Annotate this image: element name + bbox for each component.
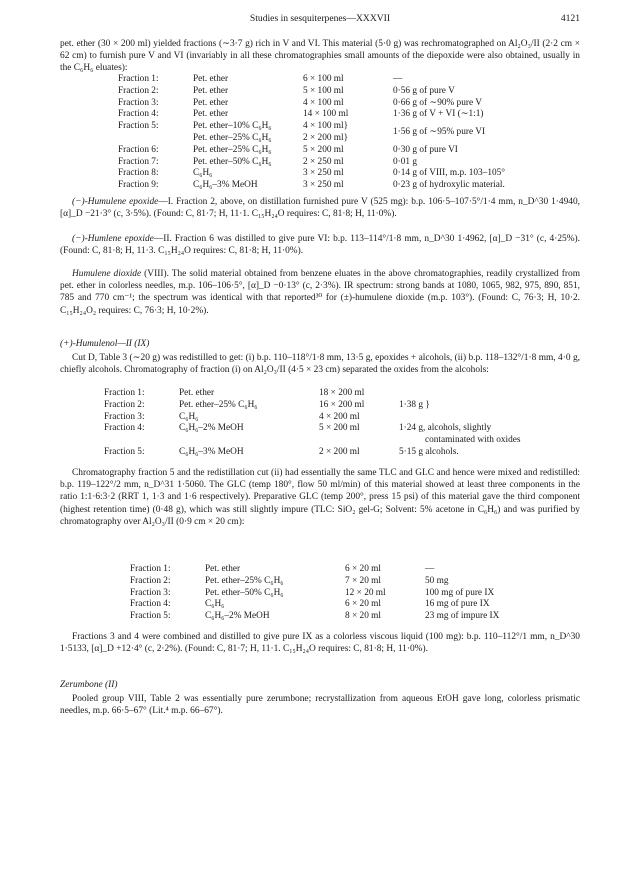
table-row: Fraction 5: C₆H₆–2% MeOH 8 × 20 ml 23 mg of impure IX [130,611,500,622]
table-row: Fraction 1: Pet. ether 6 × 100 ml — [118,74,403,84]
page-number: 4121 [560,13,580,24]
table-row: Pet. ether–25% C₆H₆ 2 × 200 ml} [193,132,349,143]
zerumbone-paragraph: Pooled group VIII, Table 2 was essentially pure zerumbone; recrystallization from aqueous EtOH gave long, colorless prismatic needles, m.p. 66·5–67° (Lit.⁴ m.p. 66–67°). [60,694,580,717]
table-row: Fraction 9: C₆H₆–3% MeOH 3 × 250 ml 0·23 g of hydroxylic material. [118,180,505,191]
table-row: Fraction 6: Pet. ether–25% C₆H₆ 5 × 200 ml 0·30 g of pure VI [118,144,458,155]
running-title: Studies in sesquiterpenes—XXXVII [249,13,391,24]
zerumbone-heading: Zerumbone (II) [60,680,118,690]
fraction-table-3 [130,564,565,623]
table-row: Fraction 4: C₆H₆–2% MeOH 5 × 200 ml 1·24 g, alcohols, slightly [104,423,492,434]
table-row: Fraction 3: Pet. ether–50% C₆H₆ 12 × 20 ml 100 mg of pure IX [130,587,495,598]
fractions-combined-paragraph: Fractions 3 and 4 were combined and distilled to give pure IX as a colorless viscous liquid (100 mg): b.p. 110–112°/1 mm, n_D^30 1·5133, [α]_D +12·4° (c, 2·2%). (Found: C, 81·7; H, 11·1. C₁₅H₂₄O requires: C, 81·8; H, 11·0%). [60,632,580,655]
table-row: contaminated with oxides [425,435,521,446]
chromatography-paragraph: Chromatography fraction 5 and the redistillation cut (ii) had essentially the same TLC and GLC and hence were mixed and redistilled: b.p. 119–122°/2 mm, n_D^31 1·5060. The GLC (temp 180°, flow 50 ml/min) of this material showed at least three components in the ratio 1:1·6:3·2 (RRT 1, 1·3 and 1·6 respectively). Preparative GLC (temp 200°, press 15 psi) of this material gave the third component (highest retention time) (0·48 g), which was still slightly impure (TLC: SiO₂ gel-G; Solvent: 5% acetone in C₆H₆) and was purified by chromatography over Al₂O₃/II (0·9 cm × 20 cm): [60,468,580,527]
table-row: Fraction 7: Pet. ether–50% C₆H₆ 2 × 250 ml 0·01 g [118,156,418,167]
humulene-dioxide-paragraph: Humulene dioxide (VIII). The solid material obtained from benzene eluates in the above chromatographies, readily crystallized from pet. ether in colorless needles, m.p. 106–106·5°, [α]_D −0·13° (c, 2·3%). IR spectrum: strong bands at 1080, 1065, 982, 975, 890, 851, 785 and 770 cm⁻¹; the spectrum was identical with that reported³⁰ for (±)-humulene dioxide (m.p. 103°). (Found: C, 76·3; H, 10·2. C₁₅H₂₄O₂ requires: C, 76·3; H, 10·2%). [60,269,580,316]
table-row: Fraction 8: C₆H₆ 3 × 250 ml 0·14 g of VIII, m.p. 103–105° [118,168,505,179]
table-row: Fraction 2: Pet. ether 5 × 100 ml 0·56 g of pure V [118,85,455,96]
humulene-epoxide-2-paragraph: (−)-Humlene epoxide—II. Fraction 6 was distilled to give pure VI: b.p. 113–114°/1·8 mm, n_D^30 1·4962, [α]_D −31° (c, 4·25%). (Found: C, 81·8; H, 11·3. C₁₅H₂₄O requires: C, 81·8; H, 11·0%). [60,234,581,257]
humulenol-paragraph: Cut D, Table 3 (∼20 g) was redistilled to get: (i) b.p. 110–118°/1·8 mm, 13·5 g, epoxides + alcohols, (ii) b.p. 118–132°/1·8 mm, 4·0 g, chiefly alcohols. Chromatography of fraction (i) on Al₂O₃/II (4·5 × 23 cm) separated the oxides from the alcohols: [60,353,580,376]
table-row: Fraction 5: Pet. ether–10% C₆H₆ 4 × 100 ml} 1·56 g of ∼95% pure VI [118,121,486,138]
humulenol-heading: (+)-Humulenol—II (IX) [60,339,150,349]
fraction-table-1 [118,74,543,192]
humulene-epoxide-1-paragraph: (−)-Humulene epoxide—I. Fraction 2, above, on distillation furnished pure V (525 mg): b.p. 106·5–107·5°/1·4 mm, n_D^30 1·4940, [α]_D −21·3° (c, 3·5%). (Found: C, 81·7; H, 11·1. C₁₅H₂₄O requires: C, 81·8; H, 11·0%). [60,197,581,220]
table-row: Fraction 5: C₆H₆–3% MeOH 2 × 200 ml 5·15 g alcohols. [104,446,459,457]
table-row: Fraction 3: C₆H₆ 4 × 200 ml [104,411,360,422]
running-header [60,13,580,27]
table-row: Fraction 2: Pet. ether–25% C₆H₆ 7 × 20 ml 50 mg [130,575,449,586]
table-row: Fraction 1: Pet. ether 18 × 200 ml 1·38 g } [104,388,430,410]
table-row: Fraction 4: C₆H₆ 6 × 20 ml 16 mg of pure IX [130,599,490,610]
table-row: Fraction 3: Pet. ether 4 × 100 ml 0·66 g of ∼90% pure V [118,97,482,108]
table-row: Fraction 1: Pet. ether 6 × 20 ml — [130,564,435,574]
fraction-table-2 [104,388,579,459]
table-row: Fraction 4: Pet. ether 14 × 100 ml 1·36 g of V + VI (∼1:1) [118,109,484,120]
intro-paragraph: pet. ether (30 × 200 ml) yielded fractions (∼3·7 g) rich in V and VI. This material (5·0 g) was rechromatographed on Al₂O₃/II (2·2 cm × 62 cm) to furnish pure V and VI (invariably in all these chromatographies small amounts of the diepoxide were also obtained, usually in the C₆H₆ eluates): [60,39,580,74]
table-row: Fraction 2: Pet. ether–25% C₆H₆ 16 × 200 ml [104,399,365,410]
